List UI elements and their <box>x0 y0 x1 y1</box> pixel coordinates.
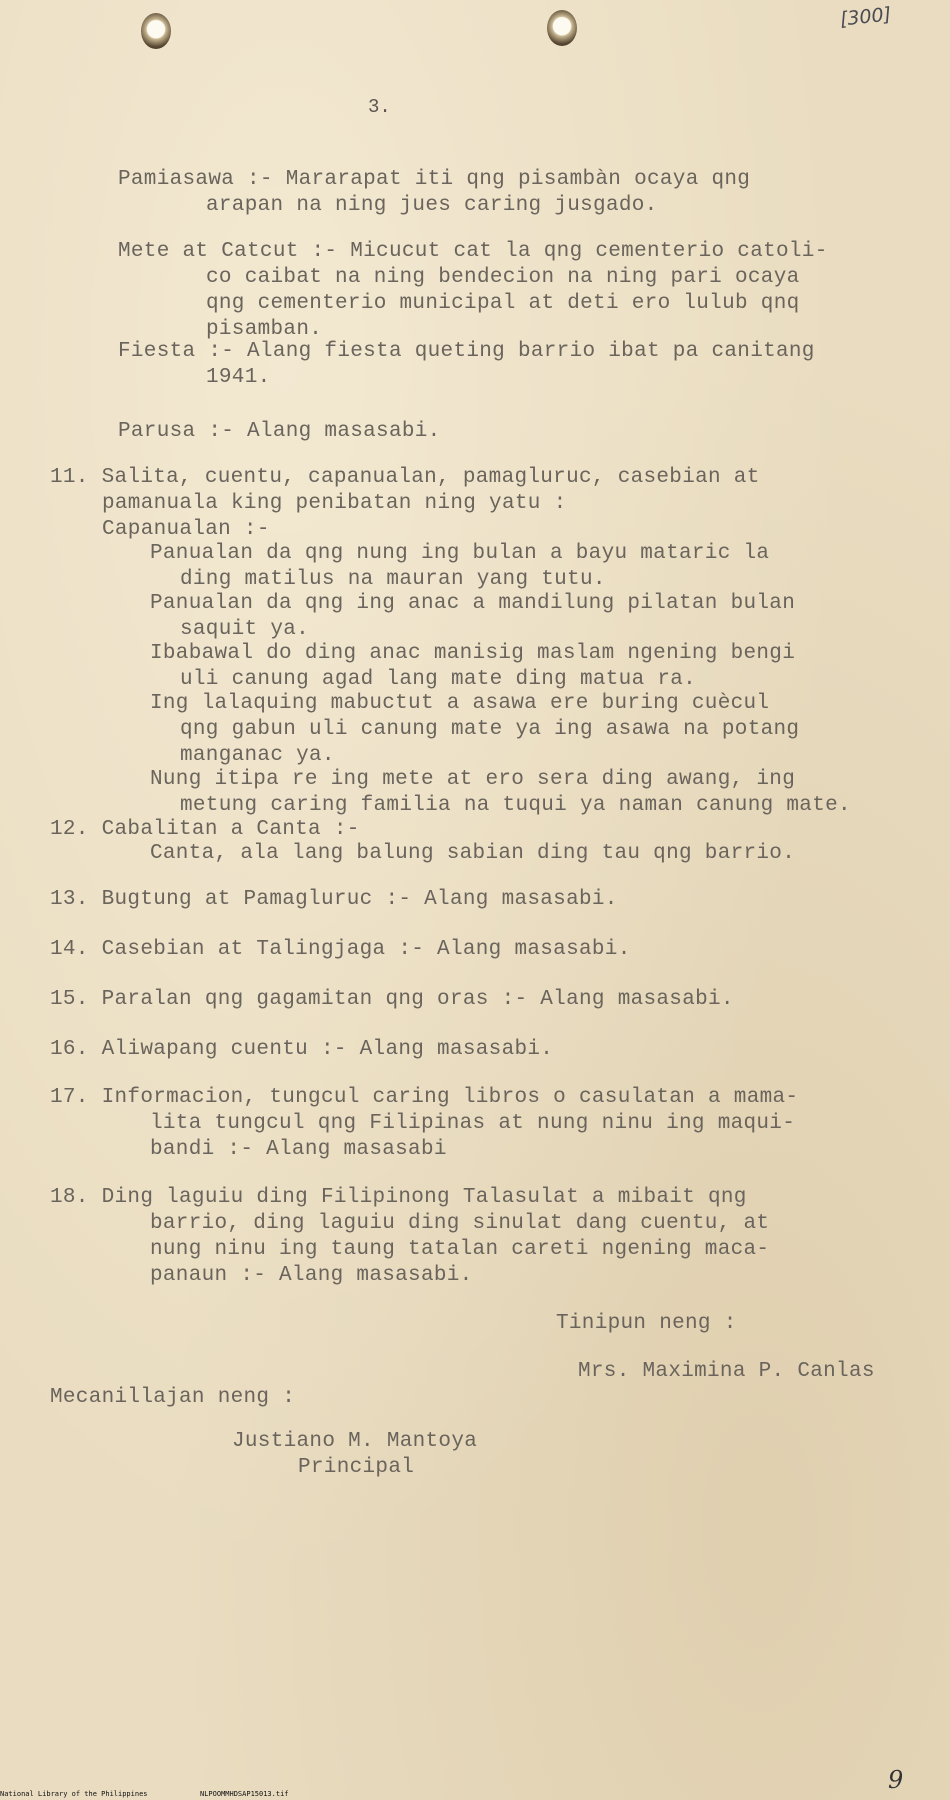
parusa-line: Parusa :- Alang masasabi. <box>118 420 441 443</box>
mete-line-2: co caibat na ning bendecion na ning pari ocaya <box>206 266 800 289</box>
fiesta-line-1: Fiesta :- Alang fiesta queting barrio ibat pa canitang <box>118 340 815 363</box>
item-16: 16. Aliwapang cuentu :- Alang masasabi. <box>50 1038 554 1061</box>
capanualan-4-line-1: Ing lalaquing mabuctut a asawa ere buring cuècul <box>150 692 770 715</box>
capanualan-heading: Capanualan :- <box>102 518 270 541</box>
principal-name: Justiano M. Mantoya <box>232 1430 478 1453</box>
collector-name: Mrs. Maximina P. Canlas <box>578 1360 875 1383</box>
item-11-line-1: 11. Salita, cuentu, capanualan, pamagluruc, casebian at <box>50 466 760 489</box>
item-17-line-1: 17. Informacion, tungcul caring libros o casulatan a mama- <box>50 1086 799 1109</box>
item-15: 15. Paralan qng gagamitan qng oras :- Alang masasabi. <box>50 988 734 1011</box>
capanualan-2-line-1: Panualan da qng ing anac a mandilung pilatan bulan <box>150 592 796 615</box>
capanualan-3-line-2: uli canung agad lang mate ding matua ra. <box>180 668 697 691</box>
fiesta-line-2: 1941. <box>206 366 271 389</box>
item-18-line-2: barrio, ding laguiu ding sinulat dang cuentu, at <box>150 1212 770 1235</box>
item-17-line-3: bandi :- Alang masasabi <box>150 1138 447 1161</box>
item-14: 14. Casebian at Talingjaga :- Alang masasabi. <box>50 938 631 961</box>
item-11-line-2: pamanuala king penibatan ning yatu : <box>102 492 567 515</box>
mete-line-3: qng cementerio municipal at deti ero lulub qnq <box>206 292 800 315</box>
item-18-line-4: panaun :- Alang masasabi. <box>150 1264 473 1287</box>
item-12-line-1: 12. Cabalitan a Canta :- <box>50 818 360 841</box>
pamiasawa-line-1: Pamiasawa :- Mararapat iti qng pisambàn ocaya qng <box>118 168 751 191</box>
punch-hole-left <box>141 13 171 49</box>
item-13: 13. Bugtung at Pamagluruc :- Alang masasabi. <box>50 888 618 911</box>
capanualan-4-line-2: qng gabun uli canung mate ya ing asawa na potang <box>180 718 800 741</box>
typed-by-label: Mecanillajan neng : <box>50 1386 296 1409</box>
item-18-line-3: nung ninu ing taung tatalan careti ngening maca- <box>150 1238 770 1261</box>
principal-title: Principal <box>298 1456 415 1479</box>
reference-number: [300] <box>838 3 893 31</box>
capanualan-4-line-3: manganac ya. <box>180 744 335 767</box>
handwritten-corner-mark: 9 <box>888 1766 904 1794</box>
item-17-line-2: lita tungcul qng Filipinas at nung ninu ing maqui- <box>150 1112 796 1135</box>
capanualan-3-line-1: Ibabawal do ding anac manisig maslam ngening bengi <box>150 642 796 665</box>
collected-by-label: Tinipun neng : <box>556 1312 737 1335</box>
item-12-line-2: Canta, ala lang balung sabian ding tau qng barrio. <box>150 842 796 865</box>
capanualan-5-line-2: metung caring familia na tuqui ya naman canung mate. <box>180 794 851 817</box>
page-number: 3. <box>368 96 391 118</box>
pamiasawa-line-2: arapan na ning jues caring jusgado. <box>206 194 658 217</box>
mete-line-1: Mete at Catcut :- Micucut cat la qng cementerio catoli- <box>118 240 828 263</box>
capanualan-2-line-2: saquit ya. <box>180 618 310 641</box>
footer-filename: NLPOOMMHDSAP15013.tif <box>200 1790 289 1798</box>
item-18-line-1: 18. Ding laguiu ding Filipinong Talasulat a mibait qng <box>50 1186 747 1209</box>
footer-library: National Library of the Philippines <box>0 1790 148 1798</box>
capanualan-1-line-2: ding matilus na mauran yang tutu. <box>180 568 606 591</box>
capanualan-5-line-1: Nung itipa re ing mete at ero sera ding awang, ing <box>150 768 796 791</box>
mete-line-4: pisamban. <box>206 318 323 341</box>
punch-hole-right <box>547 10 577 46</box>
capanualan-1-line-1: Panualan da qng nung ing bulan a bayu mataric la <box>150 542 770 565</box>
